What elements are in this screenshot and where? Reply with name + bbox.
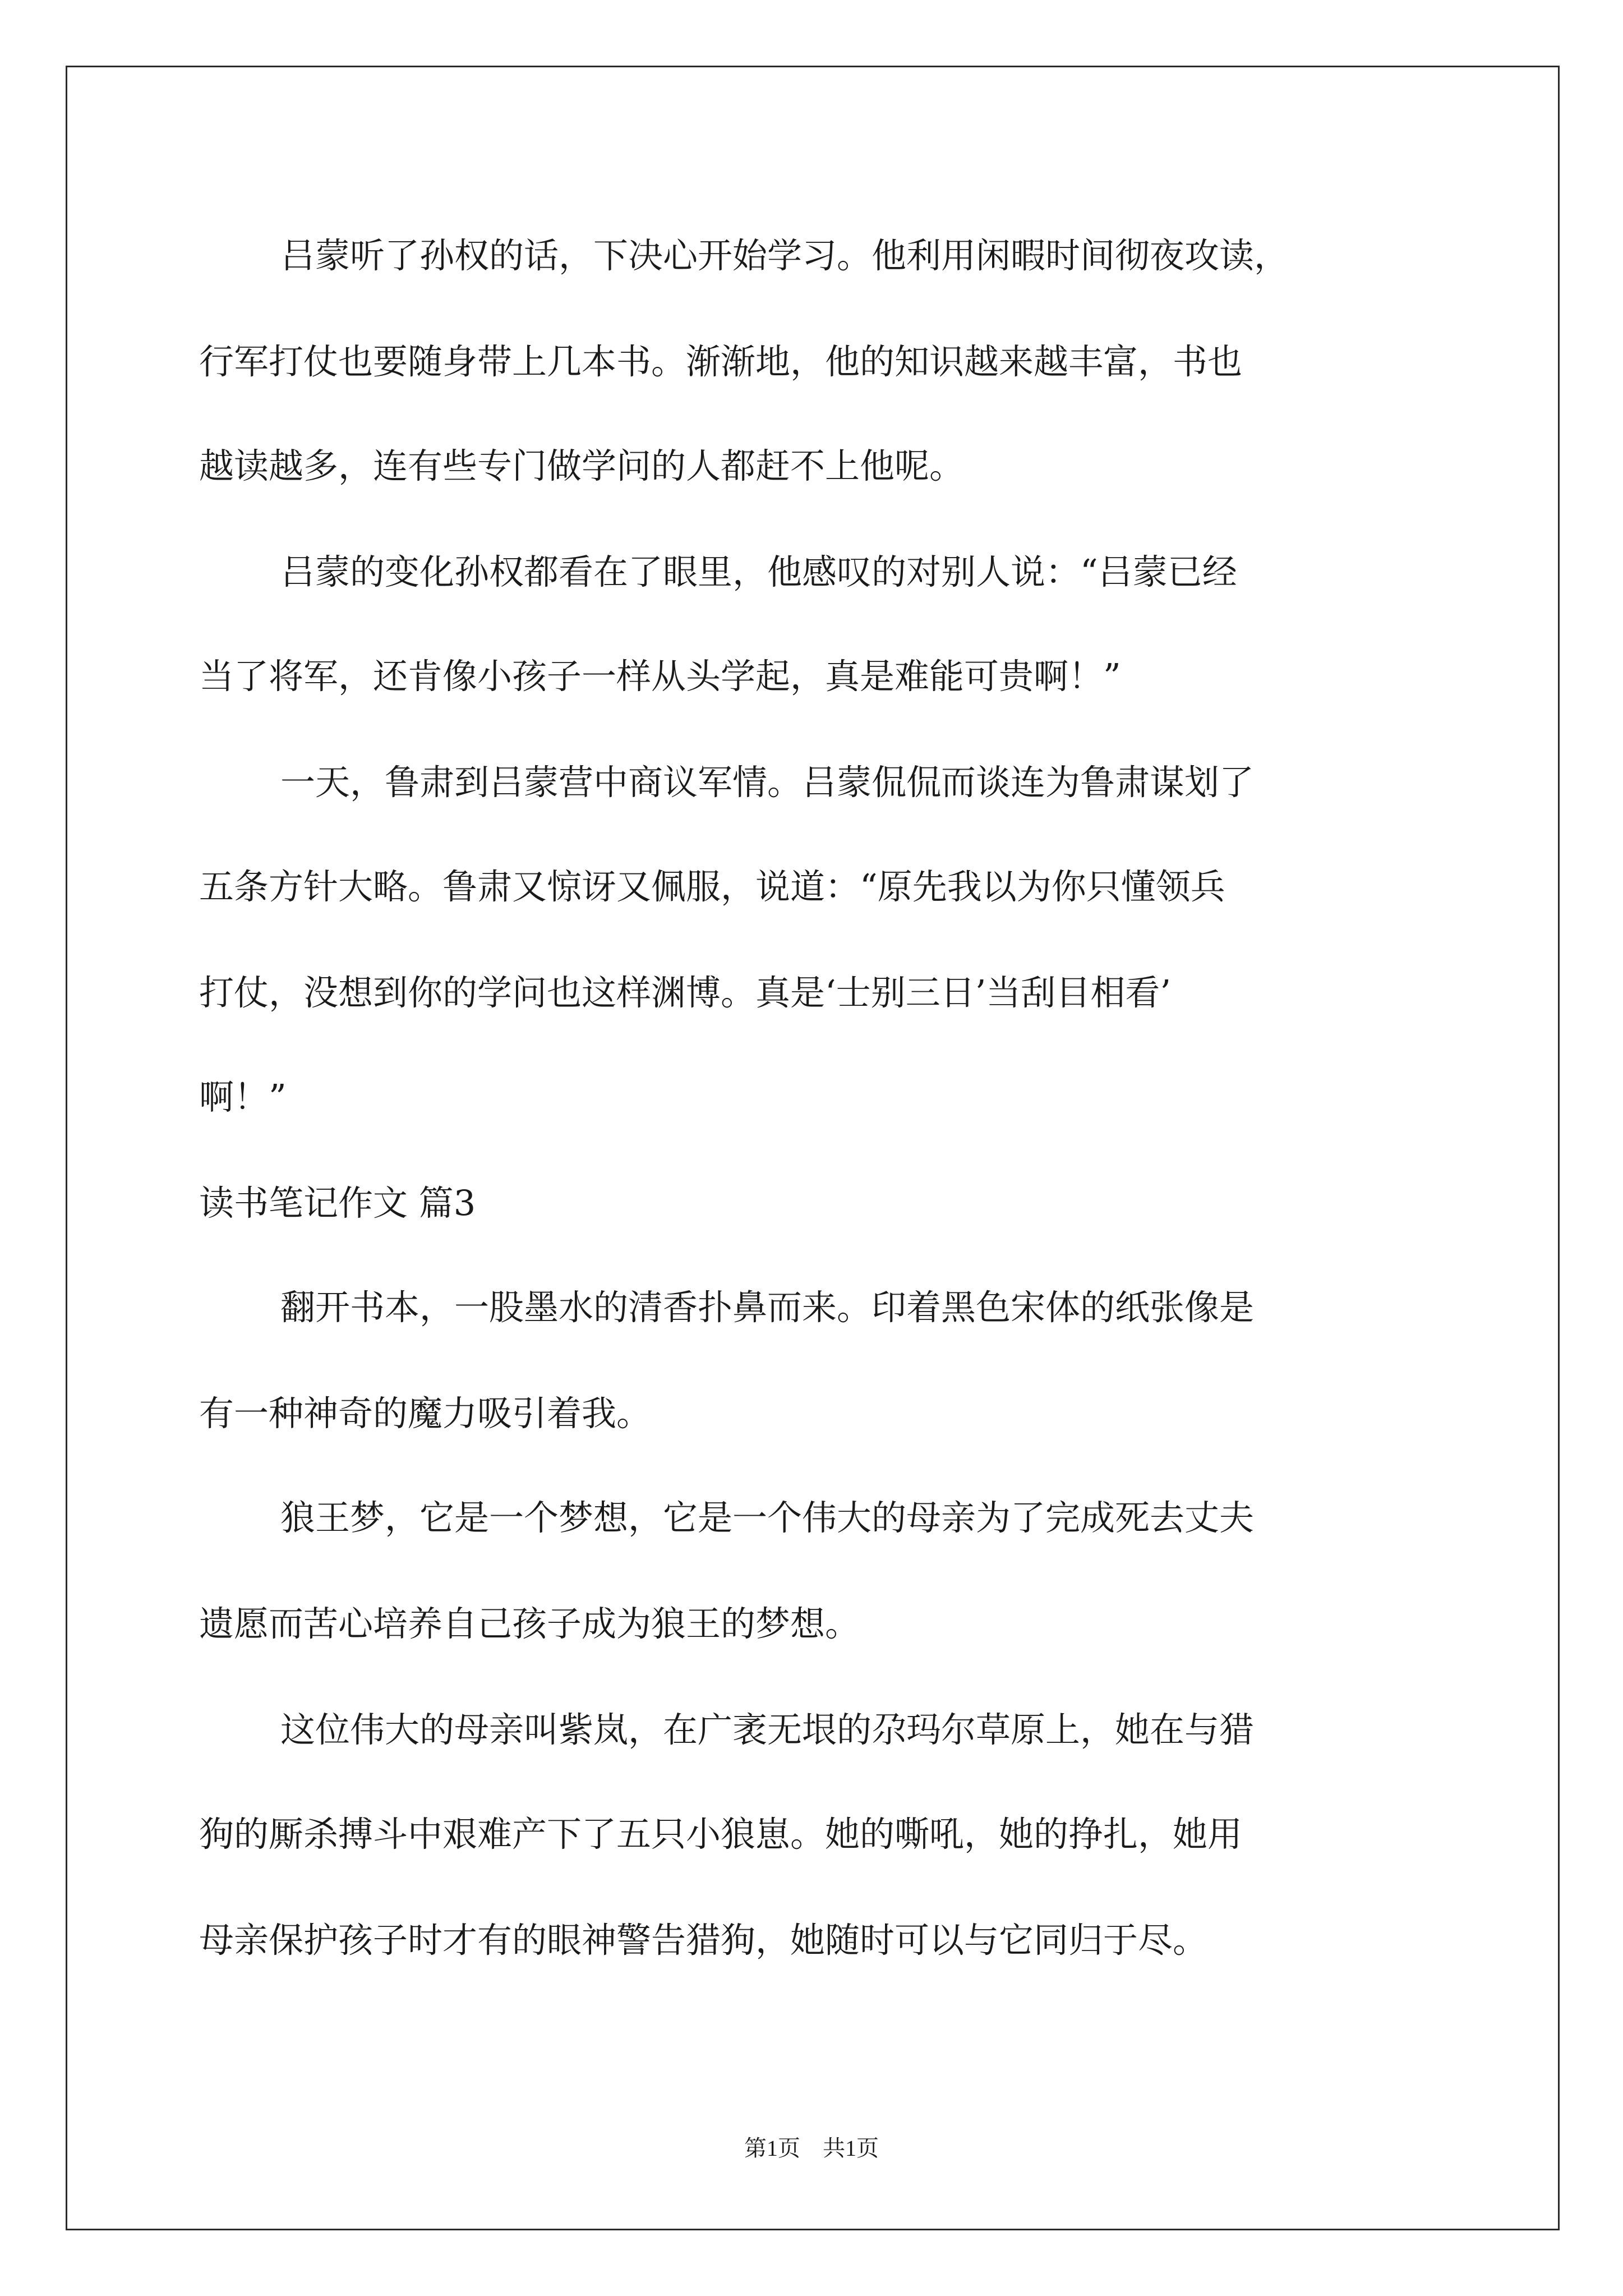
paragraph-line: 越读越多，连有些专门做学问的人都赶不上他呢。 (199, 445, 965, 486)
page-number-current: 第1页 (744, 2136, 800, 2161)
paragraph-line: 翻开书本，一股墨水的清香扑鼻而来。印着黑色宋体的纸张像是 (280, 1287, 1255, 1328)
paragraph-line: 母亲保护孩子时才有的眼神警告猎狗，她随时可以与它同归于尽。 (199, 1920, 1208, 1961)
paragraph-line: 狼王梦，它是一个梦想，它是一个伟大的母亲为了完成死去丈夫 (280, 1497, 1255, 1538)
paragraph-line: 一天，鲁肃到吕蒙营中商议军情。吕蒙侃侃而谈连为鲁肃谋划了 (280, 762, 1255, 803)
paragraph-line: 有一种神奇的魔力吸引着我。 (199, 1393, 652, 1434)
page-border (66, 66, 1560, 2230)
page-number-total: 共1页 (823, 2136, 879, 2161)
paragraph-line: 打仗，没想到你的学问也这样渊博。真是‘士别三日’当刮目相看’ (199, 972, 1172, 1013)
paragraph-line: 遗愿而苦心培养自己孩子成为狼王的梦想。 (199, 1603, 860, 1644)
section-heading: 读书笔记作文 篇3 (199, 1182, 476, 1223)
paragraph-line: 当了将军，还肯像小孩子一样从头学起，真是难能可贵啊！” (199, 656, 1121, 697)
page-footer (0, 2132, 1623, 2165)
paragraph-line: 这位伟大的母亲叫紫岚，在广袤无垠的尕玛尔草原上，她在与猎 (280, 1709, 1255, 1750)
paragraph-line: 吕蒙听了孙权的话，下决心开始学习。他利用闲暇时间彻夜攻读， (280, 235, 1289, 276)
paragraph-line: 五条方针大略。鲁肃又惊讶又佩服，说道：“原先我以为你只懂领兵 (199, 866, 1225, 907)
paragraph-line: 啊！” (199, 1076, 287, 1117)
paragraph-line: 吕蒙的变化孙权都看在了眼里，他感叹的对别人说：“吕蒙已经 (280, 551, 1237, 592)
paragraph-line: 行军打仗也要随身带上几本书。渐渐地，他的知识越来越丰富，书也 (199, 341, 1243, 382)
paragraph-line: 狗的厮杀搏斗中艰难产下了五只小狼崽。她的嘶吼，她的挣扎，她用 (199, 1814, 1243, 1855)
